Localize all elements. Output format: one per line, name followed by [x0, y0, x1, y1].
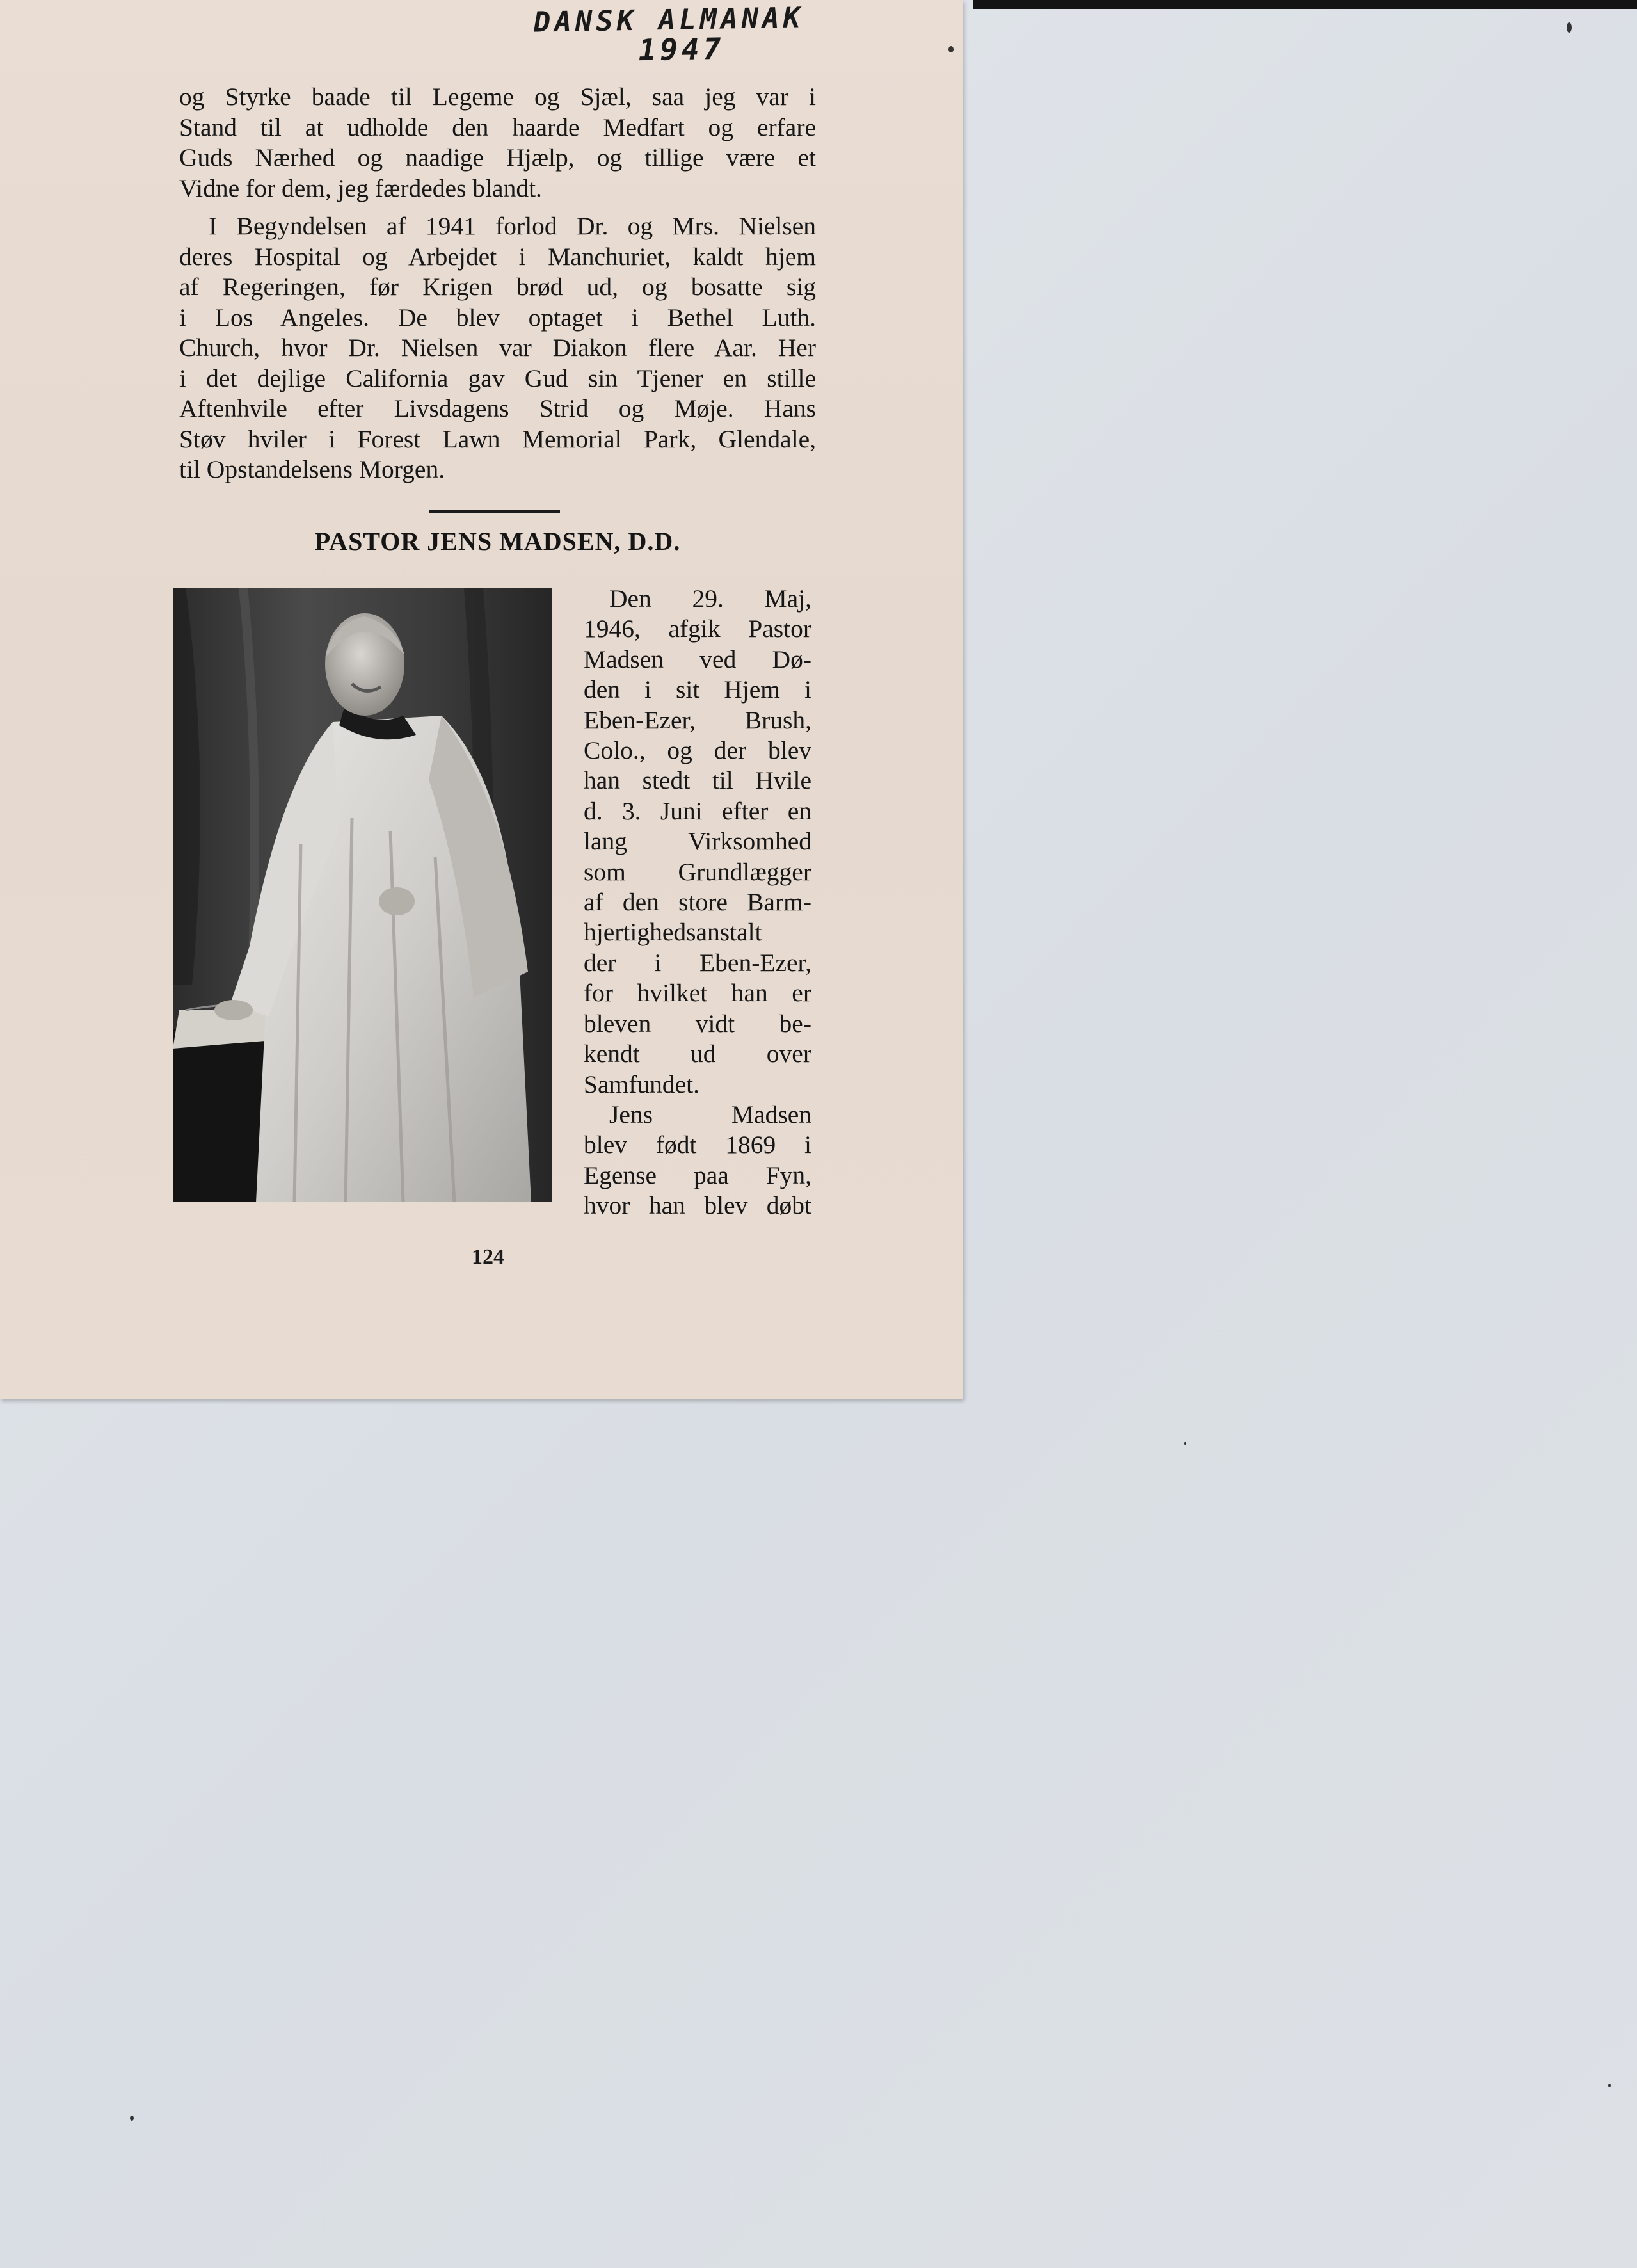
dust-speck	[130, 2116, 134, 2121]
text-line: Church, hvor Dr. Nielsen var Diakon flere Aar. Her	[179, 334, 816, 362]
text-line: den i sit Hjem i	[584, 675, 811, 704]
text-line: deres Hospital og Arbejdet i Manchuriet, kaldt hjem	[179, 242, 816, 271]
dust-speck	[948, 46, 954, 52]
handwritten-annotation-title: DANSK ALMANAK	[533, 1, 804, 39]
text-line: Egense paa Fyn,	[584, 1161, 811, 1189]
text-line: d. 3. Juni efter en	[584, 796, 811, 825]
text-line: kendt ud over	[584, 1040, 811, 1068]
text-line: hvor han blev døbt	[584, 1191, 811, 1220]
scanner-edge	[973, 0, 1637, 9]
almanac-page	[0, 0, 963, 1399]
text-line: som Grundlægger	[584, 857, 811, 886]
text-line: og Styrke baade til Legeme og Sjæl, saa jeg var i	[179, 83, 816, 111]
handwritten-annotation-year: 1947	[638, 31, 725, 68]
text-line: til Opstandelsens Morgen.	[179, 455, 445, 483]
text-line: han stedt til Hvile	[584, 766, 811, 795]
text-line: Støv hviler i Forest Lawn Memorial Park, Glendale,	[179, 424, 816, 453]
paragraph-2	[179, 211, 816, 485]
text-line: i det dejlige California gav Gud sin Tjener en stille	[179, 364, 816, 392]
text-line: Den 29. Maj,	[609, 584, 811, 613]
section-heading: PASTOR JENS MADSEN, D.D.	[314, 527, 681, 556]
page-number: 124	[472, 1245, 504, 1269]
text-line: af den store Barm-	[584, 888, 811, 917]
text-line: der i Eben-Ezer,	[584, 948, 811, 977]
text-line: Vidne for dem, jeg færdedes blandt.	[179, 173, 542, 202]
text-line: Stand til at udholde den haarde Medfart og erfare	[179, 113, 816, 141]
text-line: for hvilket han er	[584, 979, 811, 1008]
text-line: hjertighedsanstalt	[584, 918, 762, 947]
text-line: blev født 1869 i	[584, 1130, 811, 1159]
pastor-portrait-image	[173, 588, 552, 1202]
text-line: af Regeringen, før Krigen brød ud, og bosatte sig	[179, 273, 816, 301]
text-line: bleven vidt be-	[584, 1009, 811, 1038]
text-line: Jens Madsen	[609, 1100, 811, 1129]
text-line: Samfundet.	[584, 1070, 700, 1098]
dust-speck	[1608, 2084, 1611, 2087]
text-line: lang Virksomhed	[584, 827, 811, 856]
text-line: Aftenhvile efter Livsdagens Strid og Møje. Hans	[179, 394, 816, 422]
portrait-illustration	[173, 588, 552, 1202]
dust-speck	[1184, 1442, 1186, 1445]
paragraph-1	[179, 82, 816, 204]
obituary-column	[584, 584, 811, 1221]
section-divider	[429, 510, 560, 513]
text-line: I Begyndelsen af 1941 forlod Dr. og Mrs. Nielsen	[209, 212, 816, 240]
text-line: Eben-Ezer, Brush,	[584, 705, 811, 734]
text-line: 1946, afgik Pastor	[584, 615, 811, 643]
text-line: i Los Angeles. De blev optaget i Bethel Luth.	[179, 303, 816, 332]
text-line: Colo., og der blev	[584, 736, 811, 765]
text-line: Guds Nærhed og naadige Hjælp, og tillige være et	[179, 143, 816, 172]
text-line: Madsen ved Dø-	[584, 645, 811, 673]
dust-speck	[1567, 22, 1572, 33]
